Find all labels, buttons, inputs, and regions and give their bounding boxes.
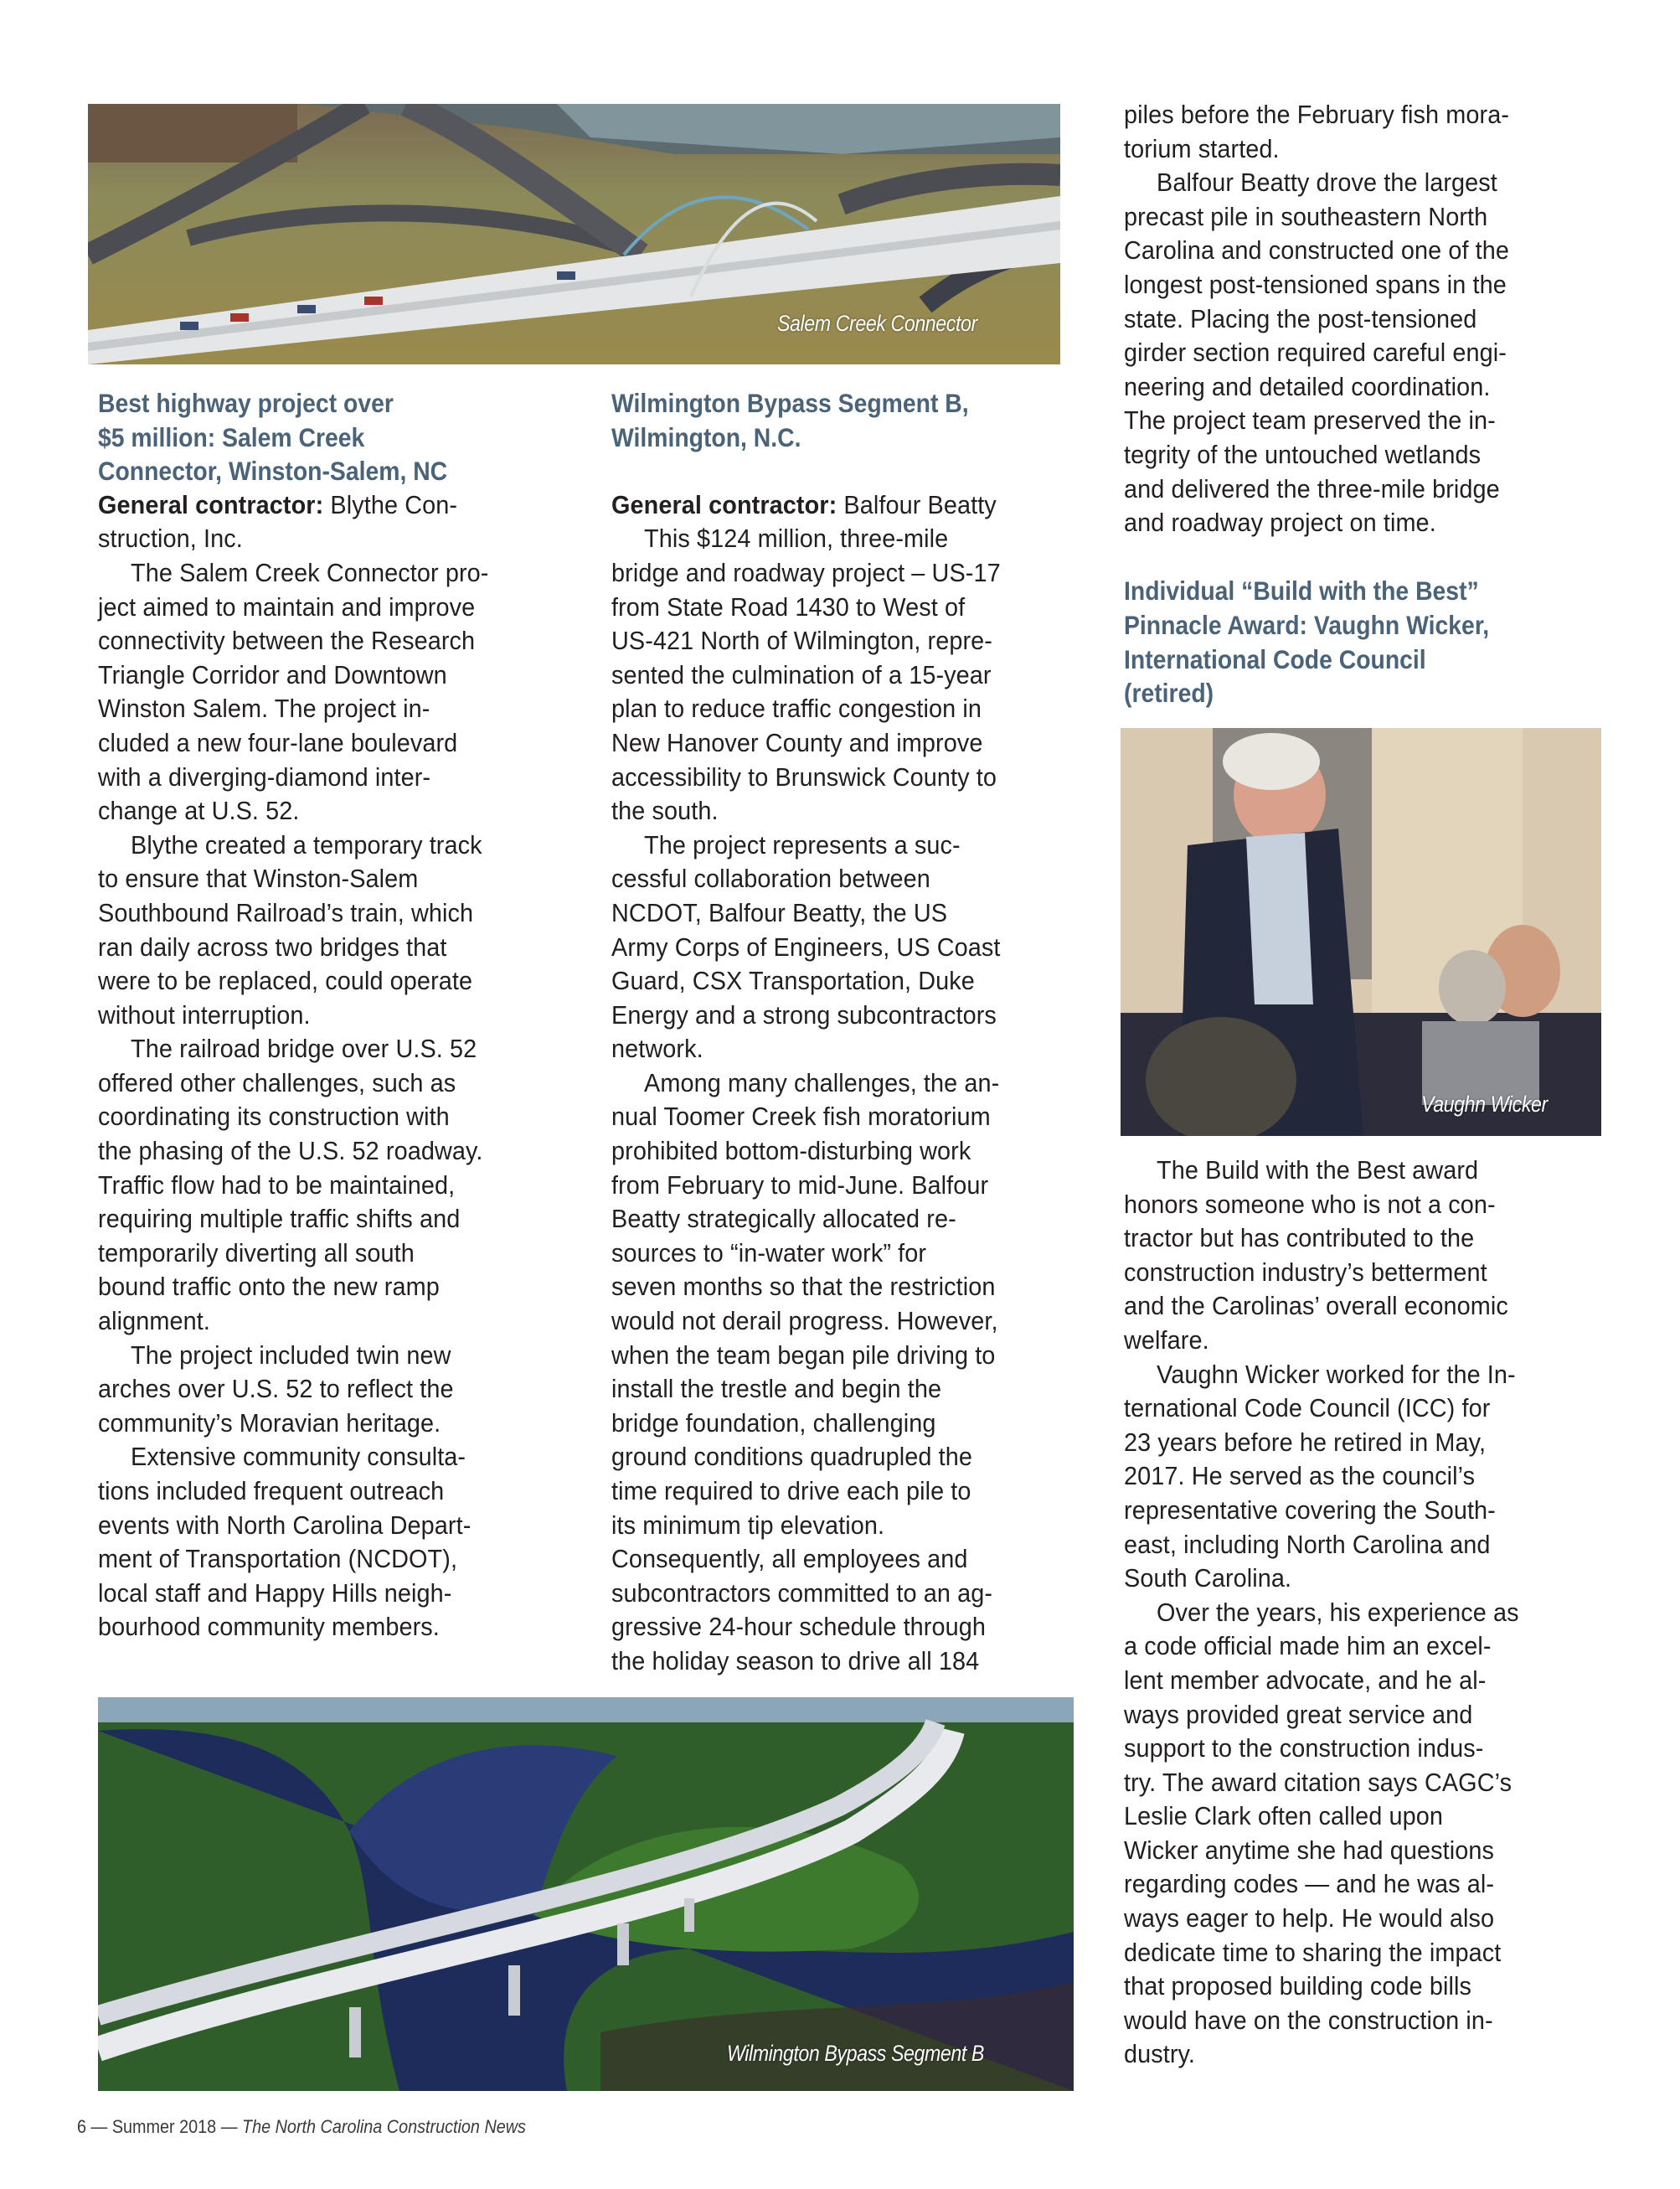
- footer-separator: —: [86, 2116, 112, 2137]
- text-line: longest post-tensioned spans in the: [1124, 269, 1507, 299]
- section-heading: [98, 386, 567, 488]
- text-line: girder section required careful engi-: [1124, 338, 1507, 368]
- text-line: ternational Code Council (ICC) for: [1124, 1393, 1491, 1423]
- text-line: install the trestle and begin the: [611, 1374, 942, 1404]
- text-line: construction industry’s betterment: [1124, 1257, 1487, 1287]
- text-line: welfare.: [1124, 1324, 1209, 1355]
- heading-line: Best highway project over: [98, 388, 394, 418]
- text-line: and delivered the three-mile bridge: [1124, 473, 1500, 503]
- text-line: neering and detailed coordination.: [1124, 371, 1491, 401]
- paragraph: [98, 829, 567, 1033]
- heading-line: Wilmington Bypass Segment B,: [611, 388, 969, 418]
- text-line: torium started.: [1124, 133, 1280, 163]
- text-line: community’s Moravian heritage.: [98, 1407, 441, 1438]
- text-line: 2017. He served as the council’s: [1124, 1461, 1476, 1491]
- text-line: from State Road 1430 to West of: [611, 591, 966, 622]
- section-heading: [1124, 574, 1601, 710]
- text-line: its minimum tip elevation.: [611, 1510, 885, 1540]
- text-line: gressive 24-hour schedule through: [611, 1612, 987, 1642]
- paragraph: [98, 1032, 567, 1338]
- text-line: honors someone who is not a con-: [1124, 1189, 1496, 1219]
- text-line: regarding codes — and he was al-: [1124, 1869, 1495, 1899]
- text-line: network.: [611, 1034, 703, 1064]
- heading-line: Wilmington, N.C.: [611, 421, 801, 452]
- page-number: 6: [77, 2116, 87, 2137]
- text-line: This $124 million, three-mile: [644, 524, 949, 554]
- text-line: The project included twin new: [131, 1340, 451, 1370]
- text-line: cessful collaboration between: [611, 864, 930, 894]
- text-line: bourhood community members.: [98, 1612, 440, 1642]
- text-line: ground conditions quadrupled the: [611, 1442, 972, 1472]
- text-line: cluded a new four-lane boulevard: [98, 727, 458, 757]
- heading-line: Individual “Build with the Best”: [1124, 576, 1479, 607]
- text-line: time required to drive each pile to: [611, 1476, 971, 1505]
- text-line: Army Corps of Engineers, US Coast: [611, 932, 1001, 962]
- text-line: Leslie Clark often called upon: [1124, 1801, 1444, 1831]
- spacer: [611, 454, 1080, 488]
- text-line: bound traffic onto the new ramp: [98, 1272, 440, 1302]
- paragraph: [98, 556, 567, 829]
- text-line: that proposed building code bills: [1124, 1971, 1471, 2001]
- contractor-name: Balfour Beatty: [837, 489, 997, 519]
- text-line: coordinating its construction with: [98, 1102, 450, 1132]
- text-line: Blythe created a temporary track: [131, 829, 482, 860]
- column-3-top: [1124, 98, 1601, 710]
- text-line: Vaughn Wicker worked for the In-: [1157, 1359, 1516, 1389]
- heading-line: Connector, Winston-Salem, NC: [98, 456, 448, 487]
- text-line: the south.: [611, 796, 719, 826]
- text-line: Triangle Corridor and Downtown: [98, 659, 447, 689]
- text-line: temporarily diverting all south: [98, 1237, 415, 1267]
- text-line: precast pile in southeastern North: [1124, 201, 1488, 231]
- heading-line: International Code Council: [1124, 643, 1426, 674]
- text-line: alignment.: [98, 1306, 210, 1336]
- contractor-line: [611, 488, 1048, 523]
- heading-line: $5 million: Salem Creek: [98, 421, 365, 452]
- column-3-bottom: [1124, 1154, 1601, 2072]
- text-line: The project team preserved the in-: [1124, 405, 1496, 436]
- text-line: Extensive community consulta-: [131, 1442, 466, 1472]
- text-line: to ensure that Winston-Salem: [98, 864, 419, 894]
- text-line: east, including North Carolina and: [1124, 1529, 1491, 1559]
- text-line: The Build with the Best award: [1157, 1155, 1479, 1185]
- text-line: prohibited bottom-disturbing work: [611, 1136, 971, 1166]
- text-line: Among many challenges, the an-: [644, 1067, 1000, 1097]
- text-line: plan to reduce traffic congestion in: [611, 694, 982, 724]
- text-line: bridge foundation, challenging: [611, 1407, 936, 1438]
- text-line: dustry.: [1124, 2039, 1196, 2069]
- text-line: Balfour Beatty drove the largest: [1157, 168, 1497, 198]
- text-line: ject aimed to maintain and improve: [98, 591, 476, 622]
- text-line: try. The award citation says CAGC’s: [1124, 1767, 1513, 1797]
- text-line: The railroad bridge over U.S. 52: [131, 1034, 477, 1064]
- text-line: and the Carolinas’ overall economic: [1124, 1291, 1508, 1321]
- text-line: sources to “in-water work” for: [611, 1237, 927, 1267]
- person-speaking-image: [1121, 728, 1601, 1136]
- heading-line: (retired): [1124, 678, 1214, 709]
- text-line: connectivity between the Research: [98, 626, 476, 656]
- caption-salem-creek-connector: Salem Creek Connector: [777, 311, 977, 336]
- page-footer: [77, 2116, 526, 2138]
- text-line: subcontractors committed to an ag-: [611, 1577, 993, 1608]
- text-line: offered other challenges, such as: [98, 1067, 456, 1097]
- text-line: state. Placing the post-tensioned: [1124, 303, 1477, 333]
- bridge-over-river-image: [98, 1697, 1074, 2091]
- spacer: [1124, 540, 1601, 575]
- blank-line: [1124, 540, 1601, 575]
- general-contractor: [98, 488, 567, 556]
- text-line: the phasing of the U.S. 52 roadway.: [98, 1136, 483, 1166]
- text-line: Traffic flow had to be maintained,: [98, 1169, 456, 1200]
- contractor-line: [98, 488, 534, 523]
- text-line: Energy and a strong subcontractors: [611, 999, 997, 1030]
- text-line: The Salem Creek Connector pro-: [131, 557, 489, 587]
- column-2: [611, 386, 1080, 1679]
- text-line: tions included frequent outreach: [98, 1476, 445, 1505]
- text-line: lent member advocate, and he al-: [1124, 1665, 1487, 1695]
- text-line: US-421 North of Wilmington, repre-: [611, 626, 993, 656]
- text-line: 23 years before he retired in May,: [1124, 1427, 1487, 1457]
- text-line: tegrity of the untouched wetlands: [1124, 439, 1482, 469]
- paragraph: [1124, 1154, 1601, 1358]
- text-line: NCDOT, Balfour Beatty, the US: [611, 897, 948, 927]
- column-1: [98, 386, 567, 1644]
- issue-date: Summer 2018: [111, 2116, 217, 2137]
- photo-wilmington-bypass: [98, 1697, 1074, 2091]
- publication-name: The North Carolina Construction News: [242, 2116, 526, 2137]
- heading-line: Pinnacle Award: Vaughn Wicker,: [1124, 609, 1490, 640]
- general-contractor: [611, 488, 1080, 523]
- paragraph: [98, 1440, 567, 1644]
- text-line: Winston Salem. The project in-: [98, 694, 430, 724]
- text-line: struction, Inc.: [98, 524, 243, 554]
- text-line: with a diverging-diamond inter-: [98, 762, 431, 792]
- text-line: nual Toomer Creek fish moratorium: [611, 1102, 991, 1132]
- text-line: piles before the February fish mora-: [1124, 100, 1510, 129]
- footer-separator: —: [216, 2116, 243, 2137]
- text-line: when the team began pile driving to: [611, 1340, 996, 1370]
- text-line: would not derail progress. However,: [611, 1306, 998, 1336]
- text-line: tractor but has contributed to the: [1124, 1223, 1475, 1253]
- text-line: the holiday season to drive all 184: [611, 1645, 980, 1675]
- paragraph: [611, 522, 1080, 828]
- paragraph: [1124, 1358, 1601, 1596]
- text-line: sented the culmination of a 15-year: [611, 659, 992, 689]
- text-line: a code official made him an excel-: [1124, 1631, 1492, 1661]
- paragraph: [98, 1339, 567, 1441]
- caption-wilmington-bypass: Wilmington Bypass Segment B: [727, 2041, 984, 2066]
- text-line: requiring multiple traffic shifts and: [98, 1204, 461, 1234]
- text-line: Southbound Railroad’s train, which: [98, 897, 474, 927]
- paragraph-continued: [1124, 98, 1601, 166]
- text-line: and roadway project on time.: [1124, 508, 1436, 538]
- text-line: representative covering the South-: [1124, 1495, 1496, 1525]
- text-line: accessibility to Brunswick County to: [611, 762, 997, 792]
- text-line: were to be replaced, could operate: [98, 966, 473, 996]
- text-line: New Hanover County and improve: [611, 727, 983, 757]
- caption-vaughn-wicker: Vaughn Wicker: [1421, 1092, 1548, 1117]
- text-line: support to the construction indus-: [1124, 1733, 1484, 1763]
- text-line: dedicate time to sharing the impact: [1124, 1937, 1502, 1967]
- contractor-name: Blythe Con-: [323, 489, 458, 519]
- text-line: ment of Transportation (NCDOT),: [98, 1544, 458, 1574]
- text-line: The project represents a suc-: [644, 829, 961, 860]
- contractor-label: General contractor:: [611, 489, 837, 519]
- text-line: South Carolina.: [1124, 1563, 1292, 1593]
- paragraph: [1124, 1596, 1601, 2072]
- text-line: bridge and roadway project – US-17: [611, 557, 1001, 587]
- section-heading: [611, 386, 1080, 454]
- text-line: Over the years, his experience as: [1157, 1597, 1519, 1627]
- blank-line: [611, 454, 1080, 488]
- text-line: ways provided great service and: [1124, 1699, 1473, 1729]
- text-line: events with North Carolina Depart-: [98, 1510, 472, 1540]
- text-line: ran daily across two bridges that: [98, 932, 447, 962]
- photo-vaughn-wicker: [1121, 728, 1601, 1136]
- text-line: change at U.S. 52.: [98, 796, 300, 826]
- text-line: seven months so that the restriction: [611, 1272, 996, 1302]
- text-line: arches over U.S. 52 to reflect the: [98, 1374, 454, 1404]
- text-line: Consequently, all employees and: [611, 1544, 968, 1574]
- text-line: would have on the construction in-: [1124, 2005, 1493, 2035]
- paragraph: [611, 1066, 1080, 1679]
- text-line: ways eager to help. He would also: [1124, 1903, 1495, 1933]
- paragraph: [611, 829, 1080, 1066]
- contractor-label: General contractor:: [98, 489, 324, 519]
- text-line: Carolina and constructed one of the: [1124, 235, 1510, 266]
- text-line: Guard, CSX Transportation, Duke: [611, 966, 975, 996]
- text-line: local staff and Happy Hills neigh-: [98, 1577, 452, 1608]
- text-line: from February to mid-June. Balfour: [611, 1169, 989, 1200]
- text-line: Beatty strategically allocated re-: [611, 1204, 956, 1234]
- text-line: Wicker anytime she had questions: [1124, 1835, 1495, 1865]
- text-line: without interruption.: [98, 999, 311, 1030]
- paragraph: [1124, 166, 1601, 540]
